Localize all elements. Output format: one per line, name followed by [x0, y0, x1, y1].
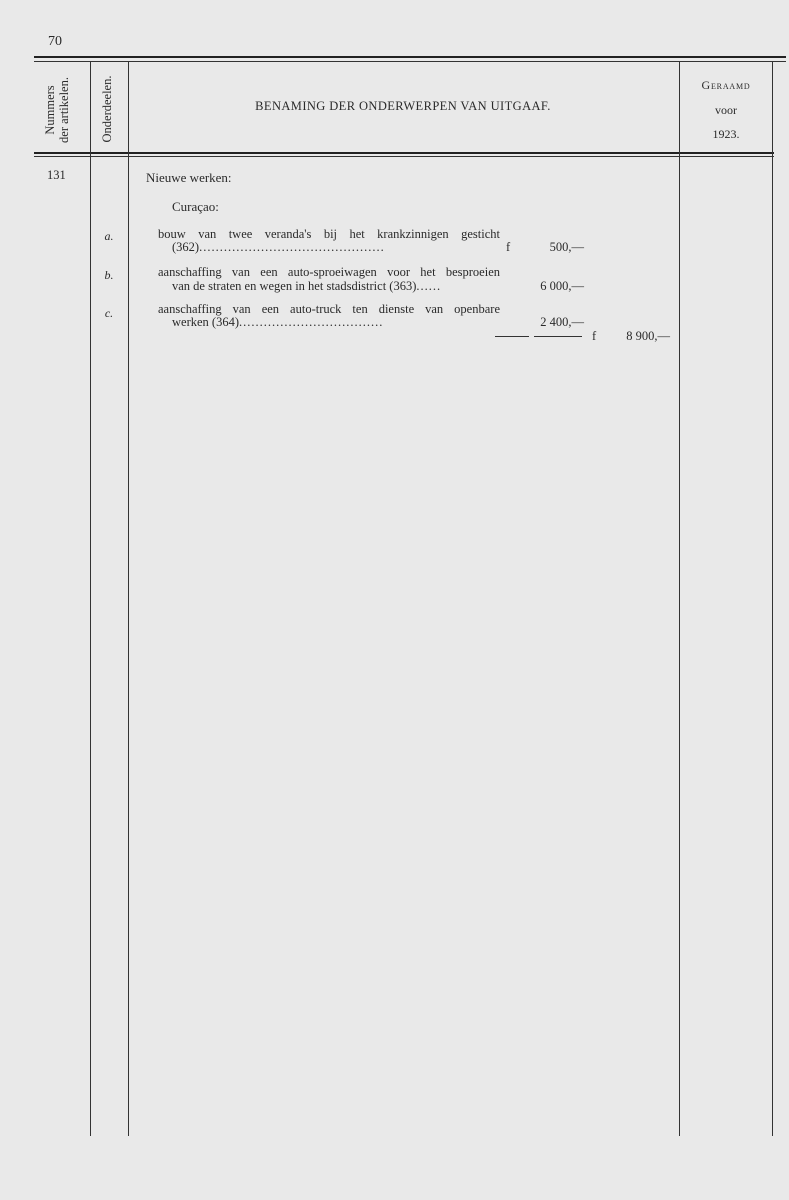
- header-description: BENAMING DER ONDERWERPEN VAN UITGAAF.: [255, 99, 551, 113]
- article-number: 131: [47, 168, 66, 182]
- column-rule-4: [772, 61, 773, 1136]
- region-heading: Curaçao:: [172, 199, 219, 214]
- item-b-line1: aanschaffing van een auto-sproeiwagen voor het besproeien: [158, 265, 500, 279]
- item-a-line1: bouw van twee veranda's bij het krankzinnigen gesticht: [158, 227, 500, 241]
- header-article-line2: der artikelen.: [57, 77, 71, 143]
- header-rule-thick: [34, 152, 774, 154]
- item-c-leader-dots: ...................................: [239, 315, 384, 329]
- header-estimate-line1: Geraamd: [701, 78, 751, 92]
- header-subdivisions: [100, 64, 116, 154]
- subtotal-rule-right: [534, 336, 582, 337]
- item-c-line2-row: [172, 315, 383, 330]
- subtotal-rule-left: [495, 336, 529, 337]
- item-c-line2: werken (364): [172, 315, 239, 329]
- item-a-leader-dots: .............................................: [199, 240, 385, 254]
- item-a-currency: f: [506, 240, 511, 254]
- top-rule-thick: [34, 56, 786, 58]
- top-rule-thin: [34, 61, 786, 62]
- item-a-amount: 500,—: [549, 240, 584, 254]
- item-b-line2: van de straten en wegen in het stadsdistrict (363): [172, 279, 417, 293]
- item-c-line1: aanschaffing van een auto-truck ten dienste van openbare: [158, 302, 500, 316]
- total-currency: f: [592, 329, 597, 343]
- header-estimate-line3: 1923.: [712, 127, 740, 141]
- item-a-line2-row: [172, 240, 385, 255]
- item-c-amount: 2 400,—: [540, 315, 584, 329]
- column-rule-1: [90, 61, 91, 1136]
- header-estimate-line2: voor: [715, 103, 737, 117]
- header-article-line1: Nummers: [43, 85, 57, 135]
- item-b-amount: 6 000,—: [540, 279, 584, 293]
- header-rule-thin: [34, 156, 774, 157]
- item-b-line2-row: [172, 279, 441, 294]
- column-rule-2: [128, 61, 129, 1136]
- total-amount: 8 900,—: [626, 329, 670, 343]
- header-article-numbers: [43, 65, 75, 155]
- item-a-letter: a.: [104, 229, 114, 243]
- header-subdivision-label: Onderdeelen.: [100, 75, 114, 143]
- item-b-leader-dots: ......: [416, 279, 442, 293]
- section-heading: Nieuwe werken:: [146, 170, 232, 185]
- item-c-letter: c.: [104, 306, 114, 320]
- item-b-letter: b.: [104, 268, 114, 282]
- page-number: 70: [48, 34, 62, 49]
- column-rule-3: [679, 61, 680, 1136]
- item-a-line2: (362): [172, 240, 200, 254]
